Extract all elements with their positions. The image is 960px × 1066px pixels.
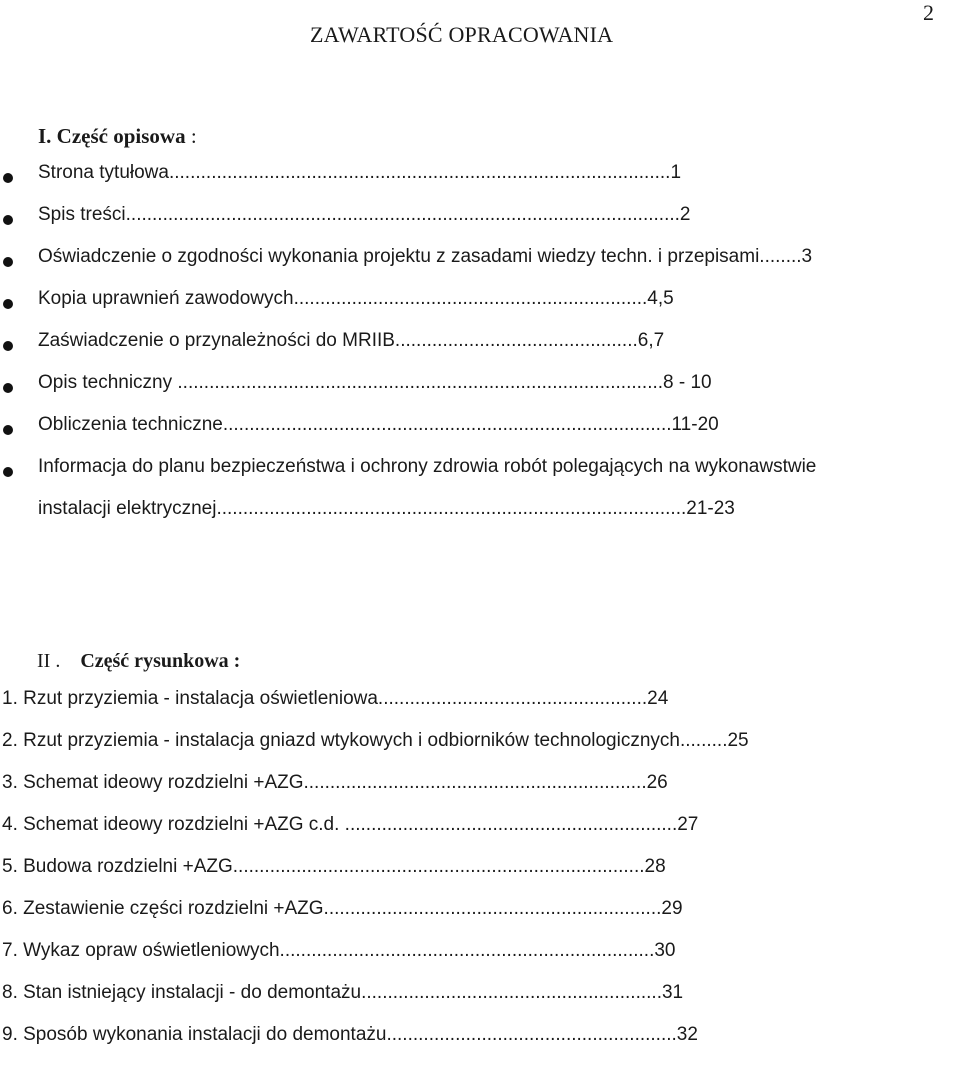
- list-item: 9. Sposób wykonania instalacji do demontażu.......................................................32: [2, 1024, 698, 1045]
- bullet-icon: [3, 257, 13, 267]
- list-item: 4. Schemat ideowy rozdzielni +AZG c.d. ...............................................................27: [2, 814, 699, 835]
- page-number: 2: [923, 0, 934, 25]
- bullet-icon: [3, 383, 13, 393]
- section-heading-descriptive: [38, 124, 197, 149]
- list-item: Zaświadczenie o przynależności do MRIIB..............................................6,7: [0, 326, 960, 368]
- list-item: 3. Schemat ideowy rozdzielni +AZG.................................................................26: [2, 772, 668, 793]
- list-item: Kopia uprawnień zawodowych...................................................................4,5: [0, 284, 960, 326]
- bullet-icon: [3, 173, 13, 183]
- list-item: Oświadczenie o zgodności wykonania projektu z zasadami wiedzy techn. i przepisami........3: [0, 242, 960, 284]
- bullet-icon: [3, 467, 13, 477]
- bullet-icon: [3, 215, 13, 225]
- list-item: 8. Stan istniejący instalacji - do demontażu.........................................................31: [2, 982, 684, 1003]
- section-suffix: :: [185, 124, 197, 148]
- list-item: Obliczenia techniczne.....................................................................................11-20: [0, 410, 960, 452]
- list-item: 6. Zestawienie części rozdzielni +AZG................................................................29: [2, 898, 683, 919]
- list-item: 1. Rzut przyziemia - instalacja oświetleniowa...................................................24: [2, 688, 669, 709]
- bullet-icon: [3, 299, 13, 309]
- list-item: Informacja do planu bezpieczeństwa i ochrony zdrowia robót polegających na wykonawstwie: [0, 452, 960, 494]
- list-item: 2. Rzut przyziemia - instalacja gniazd wtykowych i odbiorników technologicznych.........25: [2, 730, 749, 751]
- list-item: Strona tytułowa...............................................................................................1: [0, 158, 960, 200]
- list-item: Opis techniczny ............................................................................................8 - 10: [0, 368, 960, 410]
- list-item: Spis treści.........................................................................................................2: [0, 200, 960, 242]
- list-item: 7. Wykaz opraw oświetleniowych.......................................................................30: [2, 940, 676, 961]
- page-title: ZAWARTOŚĆ OPRACOWANIA: [310, 22, 614, 47]
- section-label: I. Część opisowa: [38, 124, 186, 148]
- list-item-continuation: instalacji elektrycznej.........................................................................................21-23: [38, 498, 735, 519]
- bullet-icon: [3, 425, 13, 435]
- section-heading-drawings: [37, 650, 240, 673]
- bullet-icon: [3, 341, 13, 351]
- section-number: II .: [37, 650, 61, 672]
- section-label: Część rysunkowa :: [80, 650, 241, 672]
- list-item: 5. Budowa rozdzielni +AZG..............................................................................28: [2, 856, 666, 877]
